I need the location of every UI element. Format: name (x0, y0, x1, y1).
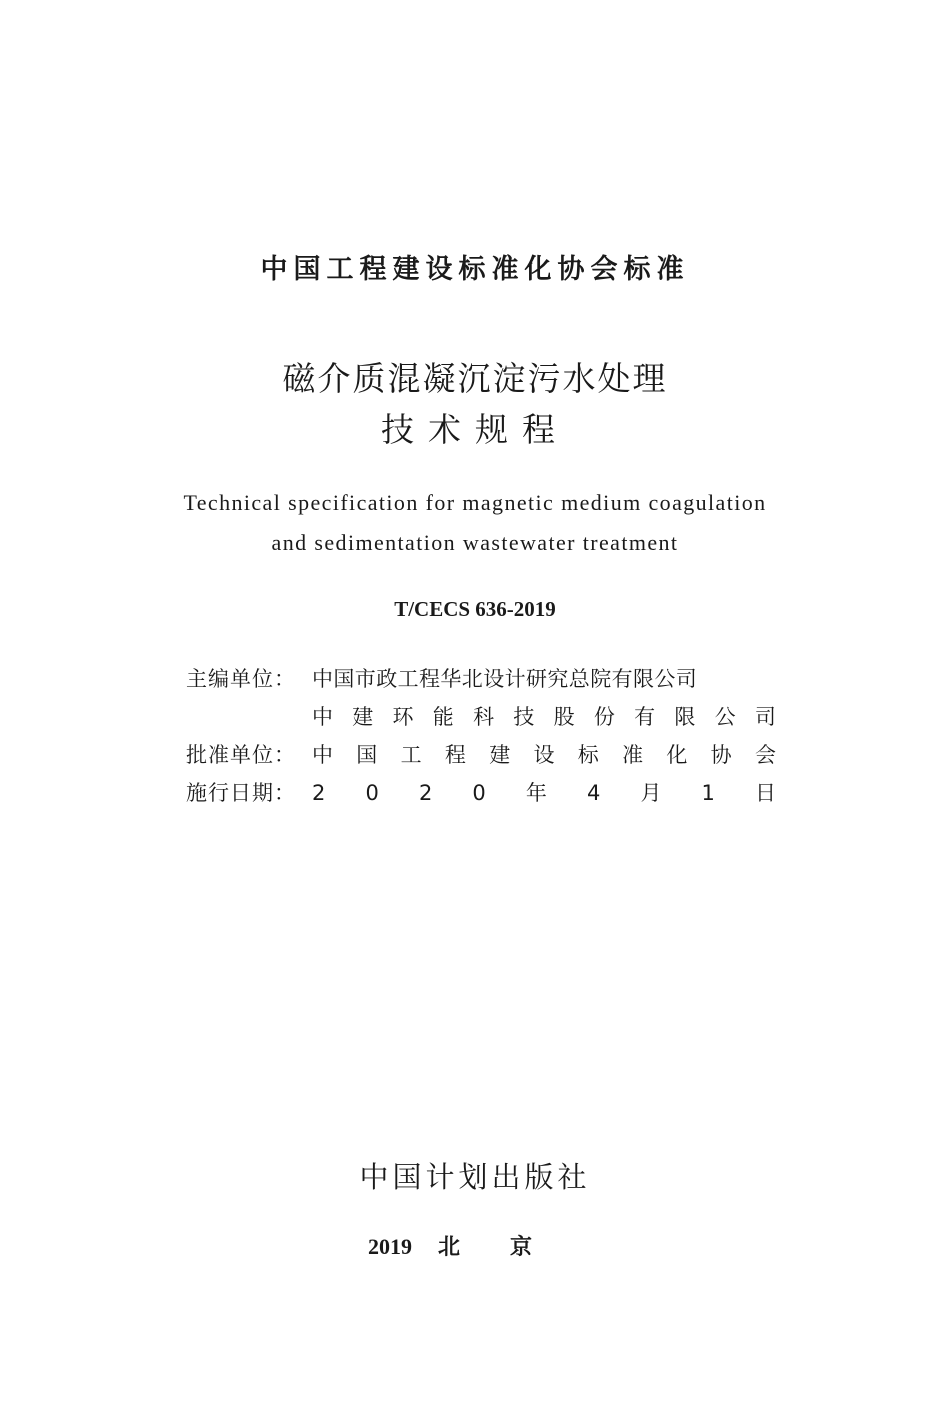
char: 标 (577, 743, 599, 767)
effective-date-row (186, 774, 776, 812)
english-title-line-1: Technical specification for magnetic medium coagulation (183, 490, 767, 515)
char: 股 (553, 705, 575, 729)
approver-unit (312, 736, 776, 774)
approver-row (186, 736, 776, 774)
char: 有 (634, 705, 656, 729)
char: 年 (525, 781, 547, 805)
char: 中 (312, 705, 333, 729)
char: 环 (392, 705, 414, 729)
char: 公 (714, 705, 736, 729)
english-title-line-2: and sedimentation wastewater treatment (271, 530, 679, 555)
char: 2 (312, 781, 326, 805)
approver-label: 批准单位： (186, 743, 296, 767)
char: 科 (473, 705, 495, 729)
char: 准 (622, 743, 644, 767)
char: 0 (365, 781, 379, 805)
char: 协 (710, 743, 732, 767)
publication-city: 北京 (437, 1234, 582, 1259)
char: 能 (432, 705, 454, 729)
char: 0 (472, 781, 486, 805)
char: 技 (513, 705, 535, 729)
char: 会 (754, 743, 776, 767)
char: 2 (418, 781, 433, 805)
char: 中 (312, 743, 333, 767)
publication-info (186, 660, 776, 812)
organization-standard-heading: 中国工程建设标准化协会标准 (260, 254, 690, 285)
char: 日 (755, 781, 776, 805)
standard-code: T/CECS 636-2019 (394, 597, 556, 621)
char: 司 (754, 705, 776, 729)
char: 1 (701, 781, 715, 805)
char: 份 (593, 705, 615, 729)
char: 设 (533, 743, 555, 767)
chief-editor-unit-1: 中国市政工程华北设计研究总院有限公司 (312, 667, 698, 691)
chief-editor-row-2 (186, 698, 776, 736)
char: 工 (400, 743, 422, 767)
char: 建 (352, 705, 374, 729)
publication-year-place (0, 1232, 950, 1262)
char: 程 (444, 743, 466, 767)
char: 月 (640, 781, 662, 805)
char: 4 (586, 781, 601, 805)
chief-editor-unit-2 (312, 698, 776, 736)
chief-editor-row (186, 660, 776, 698)
effective-date (312, 774, 776, 812)
publisher-name: 中国计划出版社 (359, 1160, 591, 1194)
char: 建 (489, 743, 511, 767)
char: 国 (356, 743, 378, 767)
chinese-title-line-2: 技术规程 (381, 410, 569, 449)
chinese-title-line-1: 磁介质混凝沉淀污水处理 (282, 359, 668, 398)
effective-date-label: 施行日期： (186, 781, 296, 805)
char: 限 (674, 705, 696, 729)
char: 化 (666, 743, 688, 767)
chief-editor-label: 主编单位： (186, 667, 296, 691)
publication-year: 2019 (367, 1234, 412, 1259)
